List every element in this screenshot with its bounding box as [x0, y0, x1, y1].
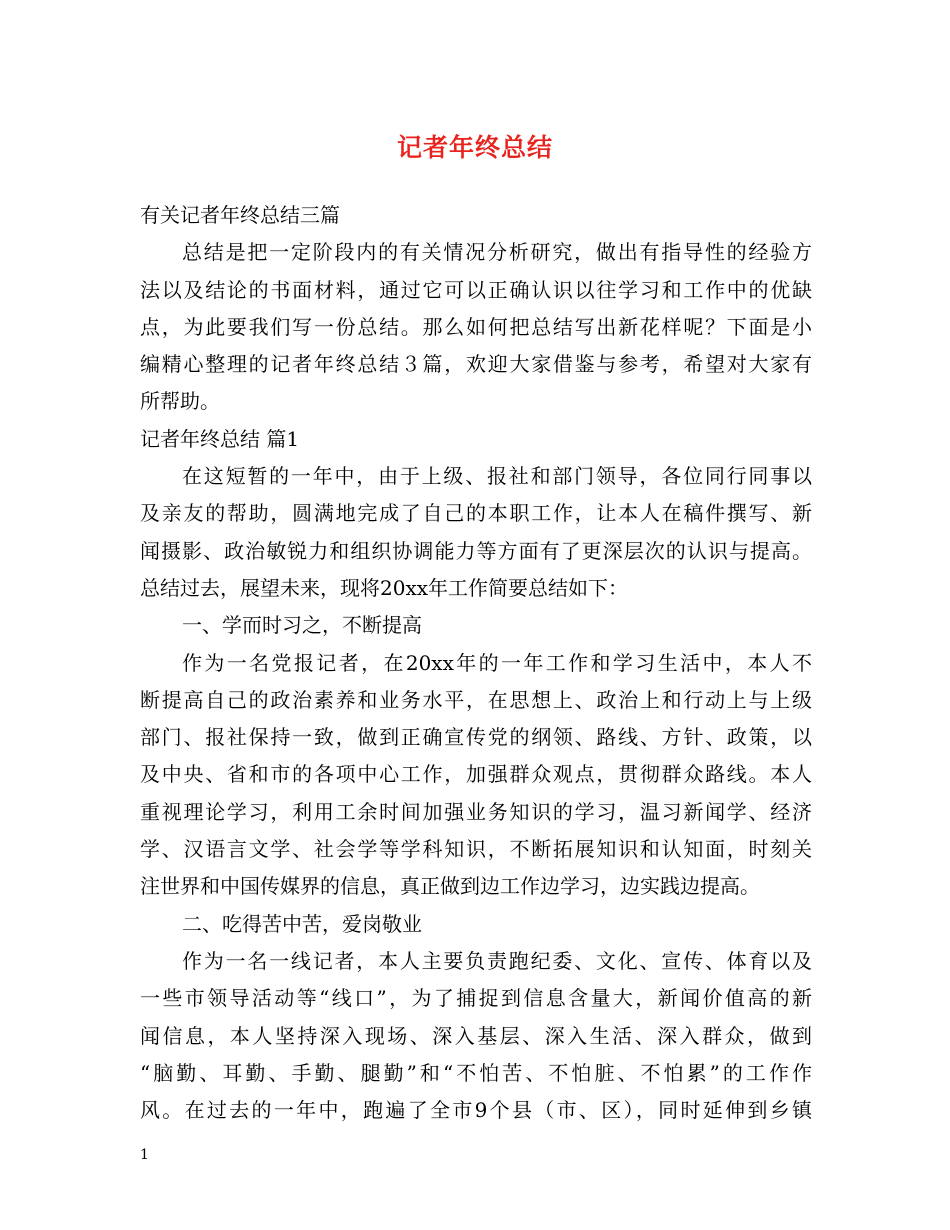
- text-line: 及中央、省和市的各项中心工作，加强群众观点，贯彻群众路线。本人: [140, 762, 812, 787]
- text-line: 在这短暂的一年中，由于上级、报社和部门领导，各位同行同事以: [182, 464, 812, 489]
- document-body: [140, 197, 812, 1129]
- text-line: 一些市领导活动等“线口”，为了捕捉到信息含量大，新闻价值高的新: [140, 986, 812, 1011]
- text-line: 作为一名党报记者，在20xx年的一年工作和学习生活中，本人不: [182, 650, 812, 675]
- text-line: 闻信息，本人坚持深入现场、深入基层、深入生活、深入群众，做到: [140, 1023, 812, 1048]
- text-line: 闻摄影、政治敏锐力和组织协调能力等方面有了更深层次的认识与提高。: [140, 538, 812, 563]
- text-line: 断提高自己的政治素养和业务水平，在思想上、政治上和行动上与上级: [140, 687, 812, 712]
- text-line: 及亲友的帮助，圆满地完成了自己的本职工作，让本人在稿件撰写、新: [140, 501, 812, 526]
- text-line: 一、学而时习之，不断提高: [182, 613, 422, 638]
- text-line: 所帮助。: [140, 389, 220, 414]
- text-line: 二、吃得苦中苦，爱岗敬业: [182, 911, 422, 936]
- text-line: 作为一名一线记者，本人主要负责跑纪委、文化、宣传、体育以及: [182, 948, 812, 973]
- text-line: 有关记者年终总结三篇: [140, 203, 340, 227]
- text-line: 注世界和中国传媒界的信息，真正做到边工作边学习，边实践边提高。: [140, 874, 760, 899]
- text-line: 学、汉语言文学、社会学等学科知识，不断拓展知识和认知面，时刻关: [140, 837, 812, 862]
- text-line: “脑勤、耳勤、手勤、腿勤”和“不怕苦、不怕脏、不怕累”的工作作: [140, 1060, 812, 1085]
- page-number: 1: [140, 1147, 149, 1163]
- text-line: 部门、报社保持一致，做到正确宣传党的纲领、路线、方针、政策，以: [140, 725, 812, 750]
- text-line: 点，为此要我们写一份总结。那么如何把总结写出新花样呢？下面是小: [140, 314, 812, 339]
- text-line: 记者年终总结 篇1: [140, 426, 300, 451]
- text-line: 总结过去，展望未来，现将20xx年工作简要总结如下：: [140, 575, 629, 600]
- text-line: 风。在过去的一年中，跑遍了全市9个县（市、区），同时延伸到乡镇: [140, 1098, 812, 1123]
- document-title: 记者年终总结: [396, 133, 553, 162]
- text-line: 编精心整理的记者年终总结３篇，欢迎大家借鉴与参考，希望对大家有: [140, 352, 812, 377]
- text-line: 重视理论学习，利用工余时间加强业务知识的学习，温习新闻学、经济: [140, 799, 812, 824]
- text-line: 总结是把一定阶段内的有关情况分析研究，做出有指导性的经验方: [182, 240, 812, 265]
- text-line: 法以及结论的书面材料，通过它可以正确认识以往学习和工作中的优缺: [140, 277, 812, 302]
